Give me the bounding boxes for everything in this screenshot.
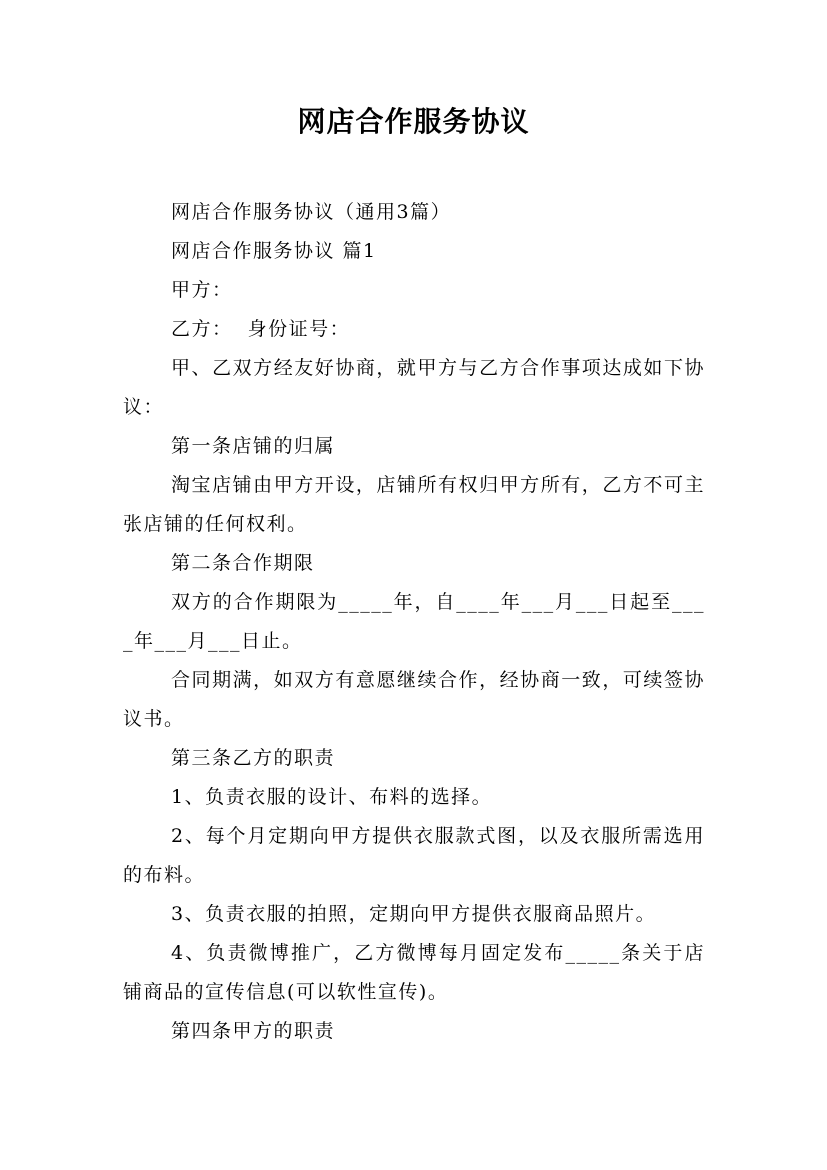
paragraph-subtitle: 网店合作服务协议（通用3篇） — [171, 201, 452, 223]
paragraph-party-b: 乙方： 身份证号： — [171, 318, 351, 340]
document-body — [123, 193, 705, 1051]
paragraph-article-3-item-3: 3、负责衣服的拍照，定期向甲方提供衣服商品照片。 — [171, 903, 657, 925]
paragraph-article-3-heading: 第三条乙方的职责 — [171, 747, 336, 769]
paragraph-article-3-item-1: 1、负责衣服的设计、布料的选择。 — [171, 786, 493, 808]
paragraph-article-3-item-2: 2、每个月定期向甲方提供衣服款式图，以及衣服所需选用的布料。 — [123, 825, 705, 886]
paragraph-article-3-item-4: 4、负责微博推广，乙方微博每月固定发布_____条关于店铺商品的宣传信息(可以软性宣传)。 — [123, 942, 705, 1003]
paragraph-party-a: 甲方： — [171, 279, 233, 301]
paragraph-preamble: 甲、乙双方经友好协商，就甲方与乙方合作事项达成如下协议： — [123, 357, 705, 418]
paragraph-article-2-term: 双方的合作期限为_____年，自____年___月___日起至____年___月___日止。 — [123, 591, 705, 652]
paragraph-article-1-body: 淘宝店铺由甲方开设，店铺所有权归甲方所有，乙方不可主张店铺的任何权利。 — [123, 474, 705, 535]
paragraph-article-1-heading: 第一条店铺的归属 — [171, 435, 336, 457]
paragraph-article-4-heading: 第四条甲方的职责 — [171, 1020, 336, 1042]
document-title: 网店合作服务协议 — [297, 105, 530, 138]
paragraph-section-heading: 网店合作服务协议 篇1 — [171, 240, 377, 262]
paragraph-article-2-heading: 第二条合作期限 — [171, 552, 315, 574]
paragraph-article-2-renewal: 合同期满，如双方有意愿继续合作，经协商一致，可续签协议书。 — [123, 669, 705, 730]
